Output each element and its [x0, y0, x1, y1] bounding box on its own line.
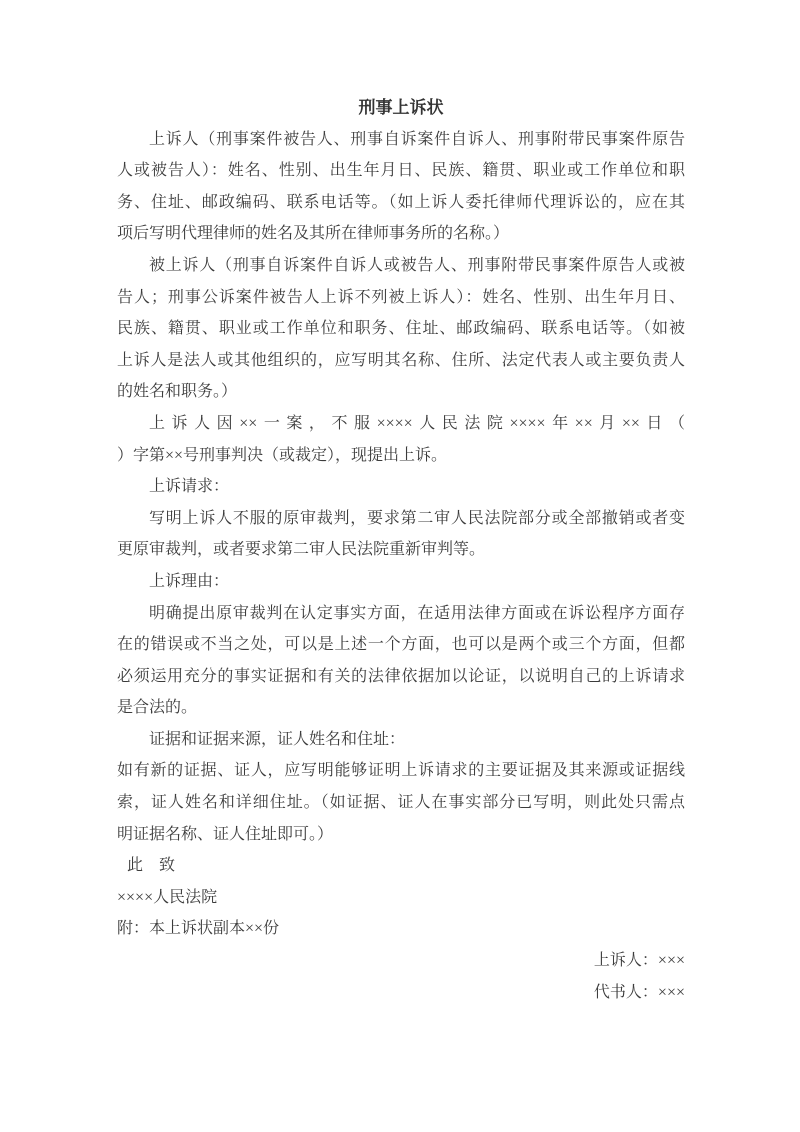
heading-appeal-reason: 上诉理由：	[149, 572, 230, 590]
paragraph-request-line: 写明上诉人不服的原审裁判，要求第二审人民法院部分或全部撤销或者变	[149, 509, 685, 527]
paragraph-request-line: 更原审裁判，或者要求第二审人民法院重新审判等。	[117, 541, 486, 559]
paragraph-reason-line: 必须运用充分的事实证据和有关的法律依据加以论证，以说明自己的上诉请求	[117, 667, 685, 685]
paragraph-evidence-line: 如有新的证据、证人，应写明能够证明上诉请求的主要证据及其来源或证据线	[117, 762, 685, 780]
paragraph-appellee-line: 上诉人是法人或其他组织的，应写明其名称、住所、法定代表人或主要负责人	[117, 351, 685, 369]
paragraph-appellant-line: 人或被告人）：姓名、性别、出生年月日、民族、籍贯、职业或工作单位和职	[117, 162, 685, 180]
paragraph-case-line: 上诉人因××一案，不服××××人民法院××××年××月××日（	[149, 414, 685, 432]
paragraph-evidence-line: 索，证人姓名和详细住址。（如证据、证人在事实部分已写明，则此处只需点	[117, 794, 685, 812]
court-name-line: ××××人民法院	[117, 888, 218, 906]
paragraph-appellee-line: 民族、籍贯、职业或工作单位和职务、住址、邮政编码、联系电话等。（如被	[117, 320, 685, 338]
paragraph-evidence-line: 明证据名称、证人住址即可。）	[117, 825, 334, 843]
heading-evidence: 证据和证据来源，证人姓名和住址：	[149, 730, 406, 748]
paragraph-appellee-line: 告人；刑事公诉案件被告人上诉不列被上诉人）：姓名、性别、出生年月日、	[117, 288, 685, 306]
attachment-note-line: 附：本上诉状副本××份	[117, 920, 280, 938]
paragraph-reason-line: 是合法的。	[117, 699, 198, 717]
signature-appellant: 上诉人：×××	[593, 952, 685, 970]
paragraph-reason-line: 明确提出原审裁判在认定事实方面，在适用法律方面或在诉讼程序方面存	[149, 604, 685, 622]
signature-scribe: 代书人：×××	[593, 983, 685, 1001]
heading-appeal-request: 上诉请求：	[149, 478, 230, 496]
paragraph-appellant-line: 项后写明代理律师的姓名及其所在律师事务所的名称。）	[117, 225, 510, 243]
closing-salutation: 此 致	[127, 857, 176, 875]
document-title: 刑事上诉状	[358, 98, 444, 117]
paragraph-appellant-line: 上诉人（刑事案件被告人、刑事自诉案件自诉人、刑事附带民事案件原告	[149, 130, 685, 148]
paragraph-appellee-line: 被上诉人（刑事自诉案件自诉人或被告人、刑事附带民事案件原告人或被	[149, 256, 685, 274]
paragraph-appellee-line: 的姓名和职务。）	[117, 383, 238, 401]
paragraph-case-line: ）字第××号刑事判决（或裁定），现提出上诉。	[117, 446, 448, 464]
document-body	[117, 92, 685, 1008]
paragraph-appellant-line: 务、住址、邮政编码、联系电话等。（如上诉人委托律师代理诉讼的，应在其	[117, 193, 685, 211]
paragraph-reason-line: 在的错误或不当之处，可以是上述一个方面，也可以是两个或三个方面，但都	[117, 636, 685, 654]
